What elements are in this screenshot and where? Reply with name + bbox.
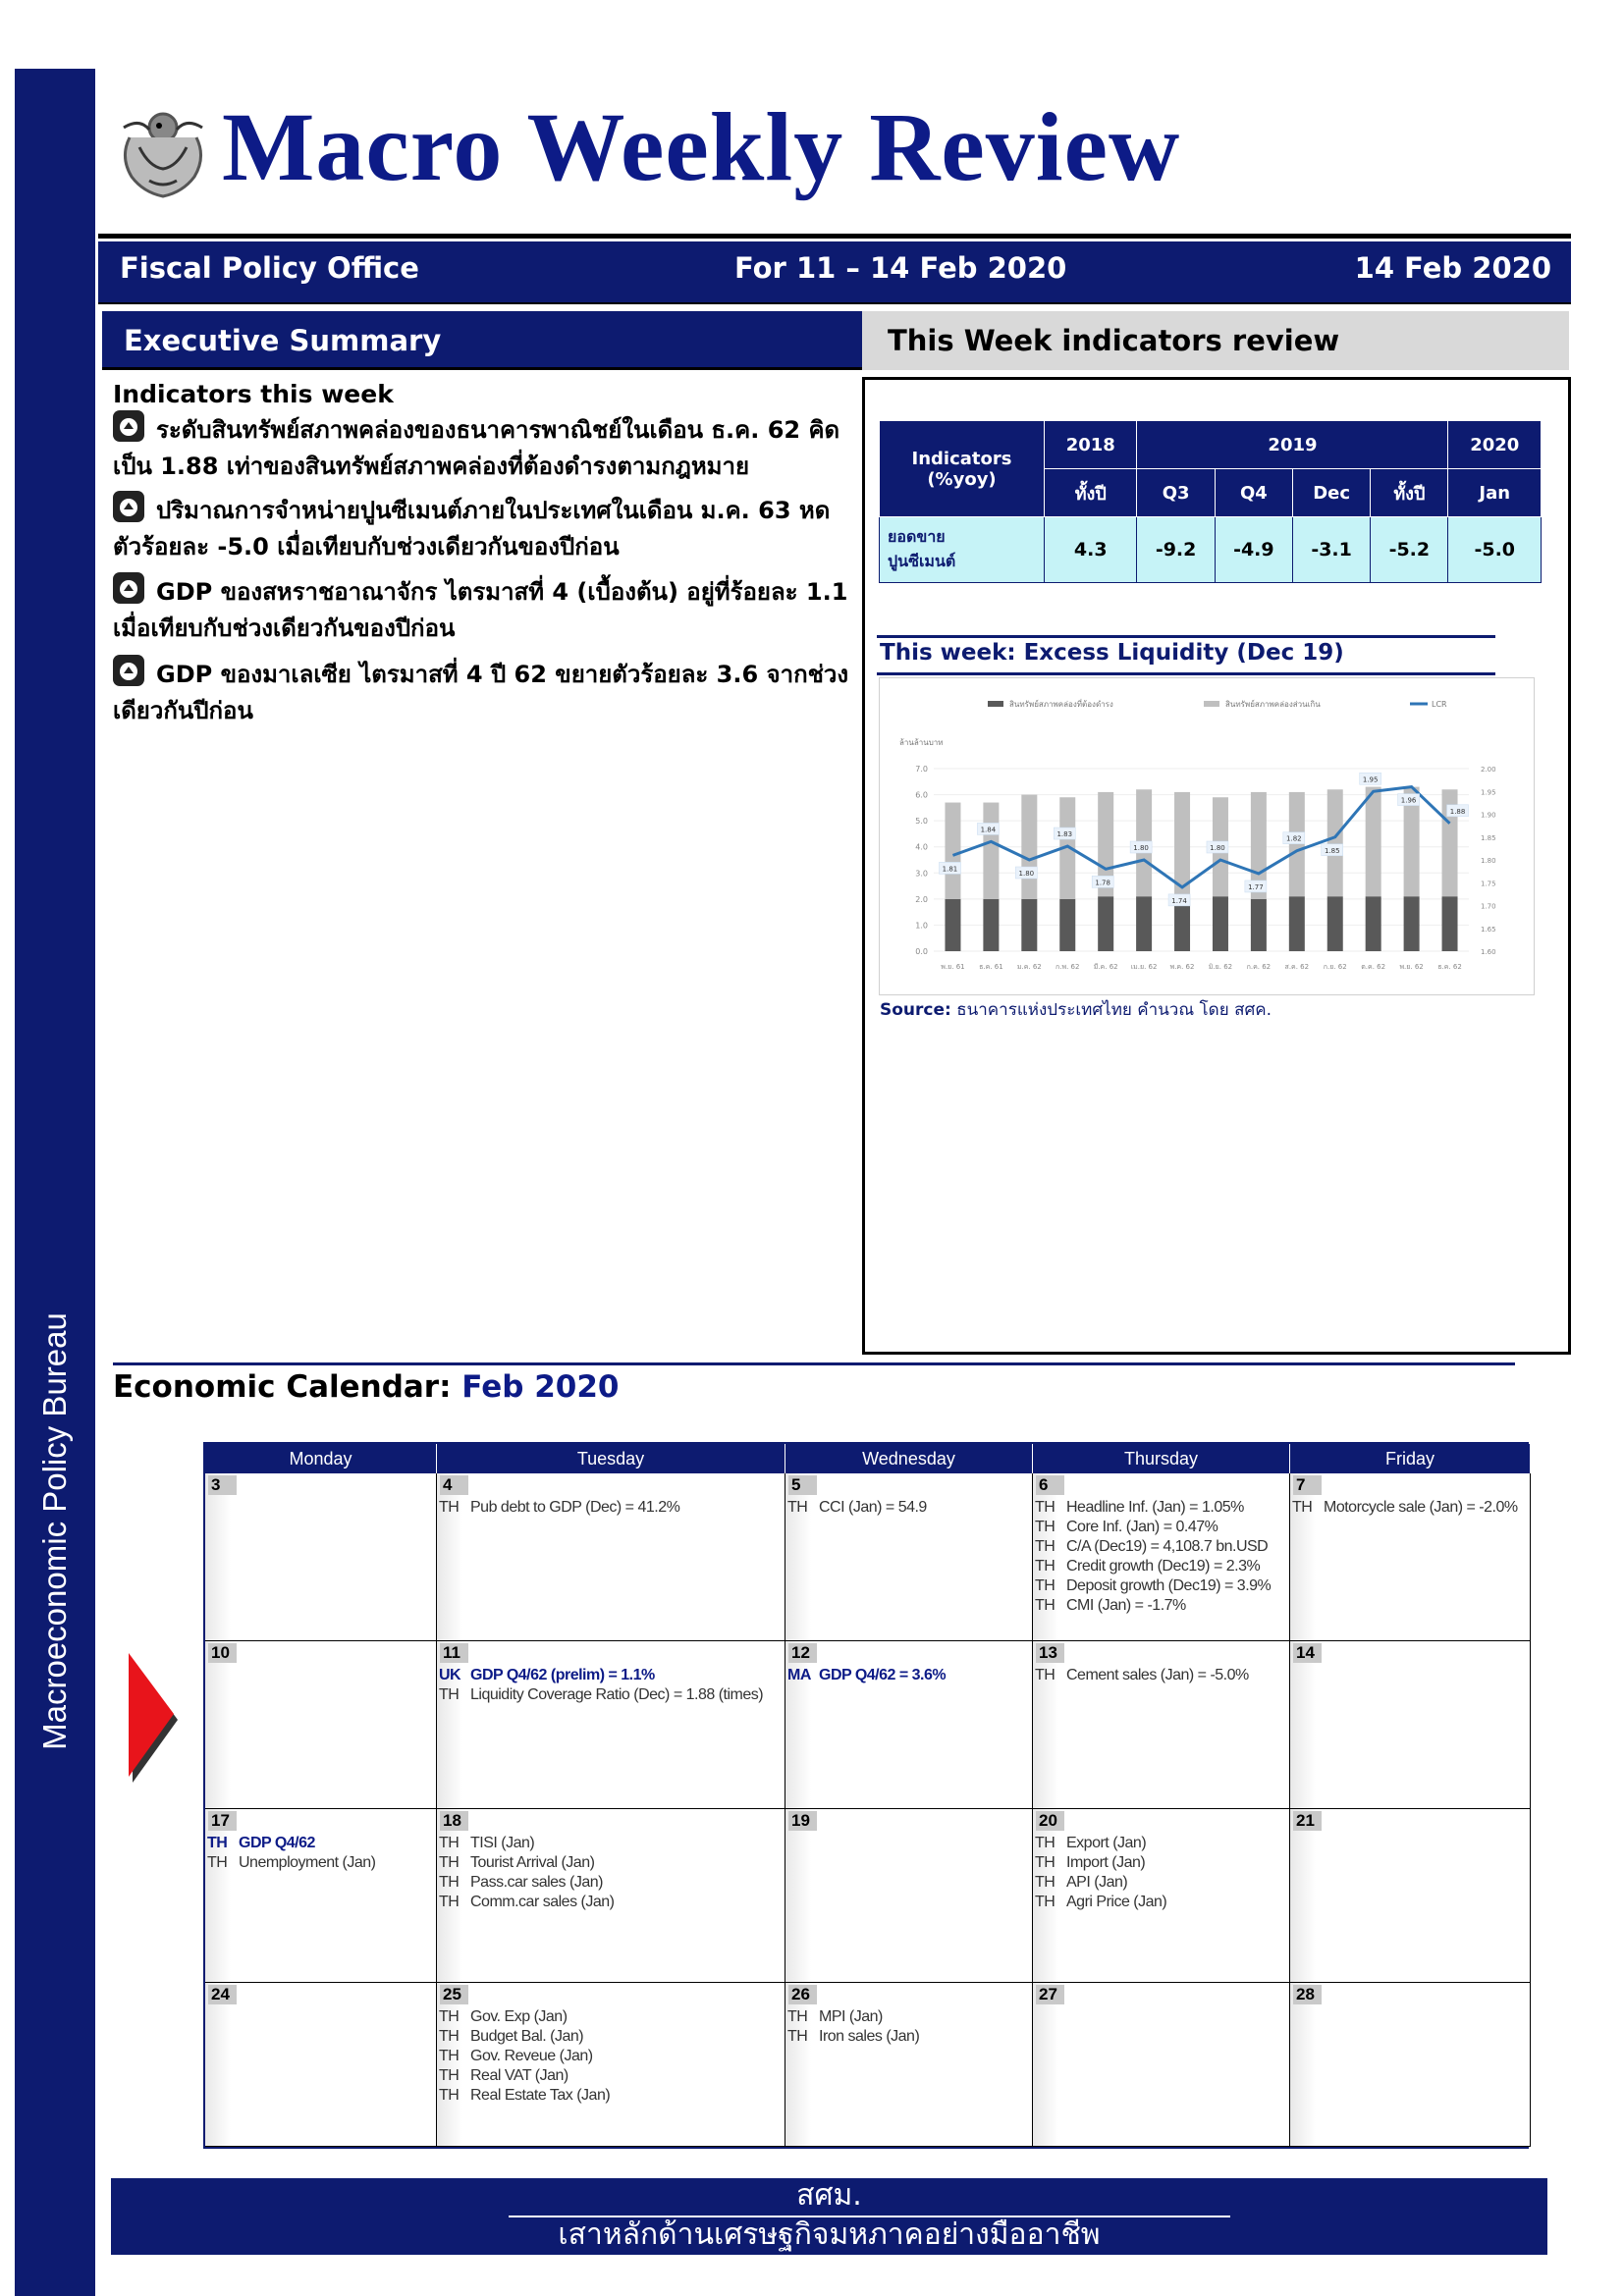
entry-text: Budget Bal. (Jan) — [470, 2028, 584, 2045]
bar-required — [1213, 896, 1228, 951]
chart-heading: This week: Excess Liquidity (Dec 19) — [880, 640, 1344, 666]
arrow-up-circle-icon — [113, 491, 144, 522]
y2-tick-label: 1.70 — [1481, 902, 1496, 911]
arrow-up-circle-icon — [113, 572, 144, 604]
entry-text: TISI (Jan) — [470, 1835, 535, 1851]
country-code: TH — [1035, 1519, 1056, 1535]
y-tick-label: 3.0 — [915, 869, 928, 879]
bar-excess — [1289, 792, 1305, 896]
day-number: 27 — [1036, 1985, 1064, 2004]
x-tick-label: ก.ค. 62 — [1246, 963, 1272, 971]
calendar-entry — [1035, 1893, 1287, 1912]
table-cell: 4.3 — [1045, 517, 1137, 583]
period-header: Q4 — [1215, 469, 1292, 517]
period-header: Dec — [1292, 469, 1370, 517]
day-number: 26 — [788, 1985, 817, 2004]
country-code: TH — [439, 1499, 460, 1516]
period-header: Q3 — [1137, 469, 1215, 517]
entry-text: Pub debt to GDP (Dec) = 41.2% — [470, 1499, 680, 1516]
garuda-logo-icon — [110, 98, 216, 202]
calendar-cell — [785, 1983, 1033, 2147]
entry-text: Import (Jan) — [1066, 1854, 1146, 1871]
report-period: For 11 – 14 Feb 2020 — [734, 251, 1067, 285]
day-number: 3 — [208, 1475, 237, 1495]
calendar-entry — [1035, 1576, 1287, 1596]
calendar-entry — [787, 2007, 1030, 2027]
entry-text: Headline Inf. (Jan) = 1.05% — [1066, 1499, 1244, 1516]
country-code: TH — [439, 2028, 460, 2045]
country-code: TH — [1035, 1499, 1056, 1516]
calendar-cell — [1290, 1809, 1531, 1983]
calendar-title-prefix: Economic Calendar: — [113, 1369, 452, 1405]
calendar-cell — [1033, 1473, 1290, 1641]
country-code: TH — [439, 2048, 460, 2064]
calendar-entries — [207, 1834, 434, 1873]
entry-text: CMI (Jan) = -1.7% — [1066, 1597, 1186, 1614]
y2-tick-label: 1.65 — [1481, 925, 1496, 934]
title-rule — [98, 234, 1571, 239]
calendar-entry — [1035, 1498, 1287, 1518]
calendar-entries — [439, 1834, 783, 1912]
day-number: 6 — [1036, 1475, 1064, 1495]
calendar-entry — [1035, 1537, 1287, 1557]
entry-text: Export (Jan) — [1066, 1835, 1147, 1851]
day-number: 25 — [440, 1985, 468, 2004]
calendar-entry — [207, 1853, 434, 1873]
country-code: TH — [1035, 1894, 1056, 1910]
x-tick-label: มี.ค. 62 — [1093, 963, 1118, 971]
period-header: Jan — [1448, 469, 1542, 517]
row-label-line: ปูนซีเมนต์ — [888, 552, 956, 570]
chart-rule — [877, 635, 1495, 638]
bullet-text: ระดับสินทรัพย์สภาพคล่องของธนาคารพาณิชย์ในเดือน ธ.ค. 62 คิดเป็น 1.88 เท่าของสินทรัพย์สภาพคล่องที่ต้องดำรงตามกฎหมาย — [113, 416, 840, 480]
country-code: TH — [1035, 1538, 1056, 1555]
label-line: Indicators — [911, 448, 1012, 469]
day-number: 18 — [440, 1811, 468, 1831]
entry-text: GDP Q4/62 — [239, 1835, 315, 1851]
calendar-entry — [207, 1834, 434, 1853]
day-number: 20 — [1036, 1811, 1064, 1831]
day-number: 13 — [1036, 1643, 1064, 1663]
bullet-text: GDP ของสหราชอาณาจักร ไตรมาสที่ 4 (เบื้องต้น) อยู่ที่ร้อยละ 1.1 เมื่อเทียบกับช่วงเดียวกันของปีก่อน — [113, 578, 848, 642]
legend-label: สินทรัพย์สภาพคล่องส่วนเกิน — [1225, 700, 1321, 709]
country-code: TH — [439, 1874, 460, 1891]
bar-required — [1442, 896, 1458, 951]
calendar-day-header: Tuesday — [437, 1444, 785, 1473]
chart-rule — [877, 672, 1495, 675]
year-header: 2020 — [1448, 421, 1542, 469]
calendar-entries — [787, 1666, 1030, 1685]
x-tick-label: พ.ย. 61 — [941, 963, 965, 971]
y-tick-label: 0.0 — [915, 947, 928, 956]
calendar-entry — [439, 2007, 783, 2027]
calendar-entry — [1035, 1666, 1287, 1685]
lcr-data-label: 1.82 — [1286, 834, 1302, 843]
entry-text: Agri Price (Jan) — [1066, 1894, 1167, 1910]
source-text: ธนาคารแห่งประเทศไทย คำนวณ โดย สศค. — [956, 1000, 1272, 1020]
bar-excess — [980, 803, 999, 899]
country-code: TH — [787, 1499, 808, 1516]
country-code: TH — [1035, 1577, 1056, 1594]
lcr-data-label: 1.85 — [1324, 846, 1340, 855]
x-tick-label: พ.ค. 62 — [1169, 963, 1195, 971]
table-cell: -5.2 — [1371, 517, 1448, 583]
entry-text: Gov. Exp (Jan) — [470, 2008, 568, 2025]
summary-bullet — [113, 410, 849, 485]
period-header: ทั้งปี — [1371, 469, 1448, 517]
calendar-entry — [787, 1666, 1030, 1685]
table-cell: -3.1 — [1292, 517, 1370, 583]
country-code: TH — [439, 1854, 460, 1871]
calendar-entries — [1035, 1498, 1287, 1616]
x-tick-label: ธ.ค. 62 — [1437, 963, 1462, 971]
calendar-entry — [1292, 1498, 1528, 1518]
calendar-cell — [1290, 1983, 1531, 2147]
chart-frame — [879, 677, 1535, 995]
y2-tick-label: 1.90 — [1481, 811, 1496, 820]
y2-tick-label: 1.80 — [1481, 857, 1496, 865]
country-code: TH — [207, 1854, 228, 1871]
bar-excess — [1366, 787, 1381, 897]
calendar-cell — [1290, 1473, 1531, 1641]
bullet-text: GDP ของมาเลเซีย ไตรมาสที่ 4 ปี 62 ขยายตัวร้อยละ 3.6 จากช่วงเดียวกันปีก่อน — [113, 661, 849, 724]
country-code: TH — [439, 1686, 460, 1703]
calendar-cell — [205, 1641, 437, 1809]
y-axis-title: ล้านล้านบาท — [899, 738, 944, 747]
calendar-title — [113, 1369, 620, 1405]
entry-text: CCI (Jan) = 54.9 — [819, 1499, 927, 1516]
report-date: 14 Feb 2020 — [1354, 251, 1551, 285]
y-tick-label: 6.0 — [915, 790, 928, 800]
country-code: TH — [1035, 1835, 1056, 1851]
calendar-entries — [1035, 1666, 1287, 1685]
calendar-day-header: Thursday — [1033, 1444, 1290, 1473]
bar-required — [1059, 899, 1075, 951]
lcr-data-label: 1.96 — [1400, 796, 1417, 805]
table-row — [880, 517, 1542, 583]
current-week-arrow-icon — [129, 1649, 182, 1787]
calendar-entries — [787, 2007, 1030, 2047]
table-label-header — [880, 421, 1045, 517]
calendar-cell — [205, 1809, 437, 1983]
y2-tick-label: 1.60 — [1481, 948, 1496, 956]
lcr-data-label: 1.78 — [1095, 879, 1110, 887]
calendar-entries — [439, 1666, 783, 1705]
day-number: 24 — [208, 1985, 237, 2004]
y2-tick-label: 1.75 — [1481, 880, 1496, 888]
entry-text: API (Jan) — [1066, 1874, 1128, 1891]
entry-text: Core Inf. (Jan) = 0.47% — [1066, 1519, 1218, 1535]
summary-bullet — [113, 572, 849, 647]
y-tick-label: 2.0 — [915, 894, 928, 904]
y2-tick-label: 1.95 — [1481, 788, 1496, 797]
lcr-data-label: 1.81 — [942, 865, 958, 874]
lcr-data-label: 1.84 — [980, 826, 997, 834]
calendar-entry — [439, 2047, 783, 2066]
country-code: TH — [1035, 1854, 1056, 1871]
calendar-rule — [113, 1362, 1515, 1365]
calendar-entry — [439, 1853, 783, 1873]
indicator-table — [879, 420, 1542, 583]
liquidity-chart — [880, 678, 1534, 994]
bar-required — [1404, 896, 1420, 951]
row-label — [880, 517, 1045, 583]
lcr-data-label: 1.83 — [1056, 830, 1073, 839]
calendar-entries — [439, 2007, 783, 2106]
y-tick-label: 4.0 — [915, 842, 928, 852]
left-sidebar — [15, 69, 95, 2296]
country-code: TH — [787, 2028, 808, 2045]
bar-excess — [942, 803, 960, 899]
calendar-entry — [439, 1685, 783, 1705]
calendar-cell — [785, 1641, 1033, 1809]
calendar-entry — [1035, 1834, 1287, 1853]
arrow-up-circle-icon — [113, 410, 144, 442]
country-code: TH — [207, 1835, 228, 1851]
calendar-cell — [785, 1809, 1033, 1983]
calendar-title-month: Feb 2020 — [461, 1369, 620, 1405]
summary-bullet — [113, 491, 849, 565]
calendar-entry — [439, 1893, 783, 1912]
day-number: 4 — [440, 1475, 468, 1495]
y-tick-label: 5.0 — [915, 817, 928, 827]
bar-required — [983, 899, 999, 951]
entry-text: Real VAT (Jan) — [470, 2067, 568, 2084]
calendar-entry — [787, 2027, 1030, 2047]
y2-tick-label: 2.00 — [1481, 766, 1496, 774]
source-label: Source: — [880, 1000, 951, 1020]
x-tick-label: ก.ย. 62 — [1323, 963, 1347, 971]
calendar-entry — [1035, 1873, 1287, 1893]
bar-required — [1366, 896, 1381, 951]
bar-excess — [1174, 792, 1190, 896]
indicators-title: Indicators this week — [113, 380, 394, 408]
lcr-data-label: 1.77 — [1248, 882, 1264, 891]
country-code: TH — [439, 1835, 460, 1851]
footer-banner — [111, 2178, 1547, 2255]
calendar-entry — [439, 1666, 783, 1685]
entry-text: Motorcycle sale (Jan) = -2.0% — [1324, 1499, 1518, 1516]
country-code: TH — [1035, 1874, 1056, 1891]
bar-excess — [1324, 789, 1343, 896]
calendar-day-header: Wednesday — [785, 1444, 1033, 1473]
entry-text: C/A (Dec19) = 4,108.7 bn.USD — [1066, 1538, 1269, 1555]
y-tick-label: 1.0 — [915, 921, 928, 931]
country-code: UK — [439, 1667, 461, 1683]
chart-source — [880, 996, 1272, 1023]
day-number: 12 — [788, 1643, 817, 1663]
day-number: 17 — [208, 1811, 237, 1831]
calendar-entries — [1035, 1834, 1287, 1912]
footer-motto: เสาหลักด้านเศรษฐกิจมหภาคอย่างมืออาชีพ — [558, 2217, 1101, 2252]
page-title: Macro Weekly Review — [222, 92, 1181, 201]
office-name: Fiscal Policy Office — [120, 251, 419, 285]
calendar-entry — [439, 1498, 783, 1518]
year-header: 2018 — [1045, 421, 1137, 469]
day-number: 5 — [788, 1475, 817, 1495]
day-number: 10 — [208, 1643, 237, 1663]
entry-text: Gov. Reveue (Jan) — [470, 2048, 593, 2064]
entry-text: Unemployment (Jan) — [239, 1854, 376, 1871]
country-code: TH — [1292, 1499, 1313, 1516]
table-cell: -5.0 — [1448, 517, 1542, 583]
footer-title: สศม. — [796, 2178, 862, 2213]
day-number: 11 — [440, 1643, 468, 1663]
bar-required — [1327, 896, 1343, 951]
day-number: 7 — [1293, 1475, 1322, 1495]
period-header: ทั้งปี — [1045, 469, 1137, 517]
entry-text: Deposit growth (Dec19) = 3.9% — [1066, 1577, 1272, 1594]
bar-required — [1098, 896, 1113, 951]
calendar-cell — [1033, 1983, 1290, 2147]
calendar-cell — [1033, 1641, 1290, 1809]
row-label-line: ยอดขาย — [888, 527, 946, 546]
day-number: 21 — [1293, 1811, 1322, 1831]
entry-text: Tourist Arrival (Jan) — [470, 1854, 595, 1871]
day-number: 19 — [788, 1811, 817, 1831]
entry-text: Comm.car sales (Jan) — [470, 1894, 615, 1910]
table-cell: -4.9 — [1215, 517, 1292, 583]
legend-label: LCR — [1432, 700, 1447, 709]
entry-text: GDP Q4/62 = 3.6% — [819, 1667, 947, 1683]
calendar-cell — [437, 1983, 785, 2147]
day-number: 28 — [1293, 1985, 1322, 2004]
x-tick-label: ธ.ค. 61 — [979, 963, 1003, 971]
x-tick-label: พ.ย. 62 — [1399, 963, 1424, 971]
bar-required — [1021, 899, 1037, 951]
calendar-cell — [205, 1473, 437, 1641]
entry-text: Liquidity Coverage Ratio (Dec) = 1.88 (times) — [470, 1686, 764, 1703]
calendar-cell — [205, 1983, 437, 2147]
legend-label: สินทรัพย์สภาพคล่องที่ต้องดำรง — [1009, 700, 1113, 709]
lcr-data-label: 1.95 — [1362, 775, 1379, 784]
country-code: TH — [439, 2087, 460, 2104]
calendar-cell — [1290, 1641, 1531, 1809]
calendar-day-header: Friday — [1290, 1444, 1531, 1473]
calendar-entry — [1035, 1596, 1287, 1616]
entry-text: GDP Q4/62 (prelim) = 1.1% — [470, 1667, 655, 1683]
x-tick-label: ก.พ. 62 — [1056, 963, 1080, 971]
week-review-heading: This Week indicators review — [862, 311, 1569, 370]
calendar-cell — [437, 1473, 785, 1641]
sidebar-label: Macroeconomic Policy Bureau — [36, 1312, 73, 1750]
table-cell: -9.2 — [1137, 517, 1215, 583]
bullet-text: ปริมาณการจำหน่ายปูนซีเมนต์ภายในประเทศในเดือน ม.ค. 63 หดตัวร้อยละ -5.0 เมื่อเทียบกับช่วงเดียวกันของปีก่อน — [113, 497, 831, 561]
calendar-cell — [437, 1641, 785, 1809]
bar-required — [945, 899, 960, 951]
calendar-entry — [1035, 1557, 1287, 1576]
calendar-day-header: Monday — [205, 1444, 437, 1473]
x-tick-label: เม.ย. 62 — [1130, 963, 1158, 971]
country-code: TH — [439, 2067, 460, 2084]
entry-text: Credit growth (Dec19) = 2.3% — [1066, 1558, 1261, 1575]
calendar-entry — [439, 2066, 783, 2086]
lcr-data-label: 1.80 — [1210, 844, 1225, 852]
calendar-entry — [439, 1834, 783, 1853]
calendar-cell — [437, 1809, 785, 1983]
calendar-entry — [439, 2027, 783, 2047]
x-tick-label: ต.ค. 62 — [1361, 963, 1386, 971]
legend-swatch — [1204, 701, 1219, 707]
bar-required — [1136, 896, 1152, 951]
arrow-up-circle-icon — [113, 655, 144, 686]
entry-text: Pass.car sales (Jan) — [470, 1874, 603, 1891]
lcr-data-label: 1.80 — [1018, 870, 1035, 878]
country-code: TH — [439, 1894, 460, 1910]
summary-bullet — [113, 655, 849, 729]
calendar-entry — [1035, 1853, 1287, 1873]
legend-swatch — [988, 701, 1003, 707]
country-code: MA — [787, 1667, 811, 1683]
entry-text: MPI (Jan) — [819, 2008, 883, 2025]
entry-text: Iron sales (Jan) — [819, 2028, 920, 2045]
calendar-entry — [787, 1498, 1030, 1518]
x-tick-label: ม.ค. 62 — [1016, 963, 1042, 971]
calendar-entry — [1035, 1518, 1287, 1537]
entry-text: Cement sales (Jan) = -5.0% — [1066, 1667, 1249, 1683]
calendar-entries — [787, 1498, 1030, 1518]
country-code: TH — [787, 2008, 808, 2025]
bar-required — [1289, 896, 1305, 951]
bar-required — [1251, 899, 1267, 951]
country-code: TH — [439, 2008, 460, 2025]
calendar-cell — [785, 1473, 1033, 1641]
bar-excess — [1018, 795, 1037, 899]
calendar-entry — [439, 2086, 783, 2106]
country-code: TH — [1035, 1558, 1056, 1575]
economic-calendar — [203, 1442, 1529, 2149]
calendar-cell — [1033, 1809, 1290, 1983]
entry-text: Real Estate Tax (Jan) — [470, 2087, 611, 2104]
lcr-data-label: 1.88 — [1449, 807, 1466, 816]
header-bar — [98, 241, 1571, 304]
day-number: 14 — [1293, 1643, 1322, 1663]
lcr-data-label: 1.74 — [1171, 896, 1187, 905]
country-code: TH — [1035, 1597, 1056, 1614]
calendar-entries — [439, 1498, 783, 1518]
x-tick-label: ส.ค. 62 — [1284, 963, 1310, 971]
country-code: TH — [1035, 1667, 1056, 1683]
year-header: 2019 — [1137, 421, 1448, 469]
y-tick-label: 7.0 — [915, 765, 928, 774]
x-tick-label: มิ.ย. 62 — [1208, 963, 1233, 971]
y2-tick-label: 1.85 — [1481, 833, 1496, 842]
lcr-data-label: 1.80 — [1133, 844, 1149, 852]
calendar-entry — [439, 1873, 783, 1893]
calendar-entries — [1292, 1498, 1528, 1518]
executive-summary-heading: Executive Summary — [102, 311, 862, 370]
label-line: (%yoy) — [927, 468, 997, 490]
